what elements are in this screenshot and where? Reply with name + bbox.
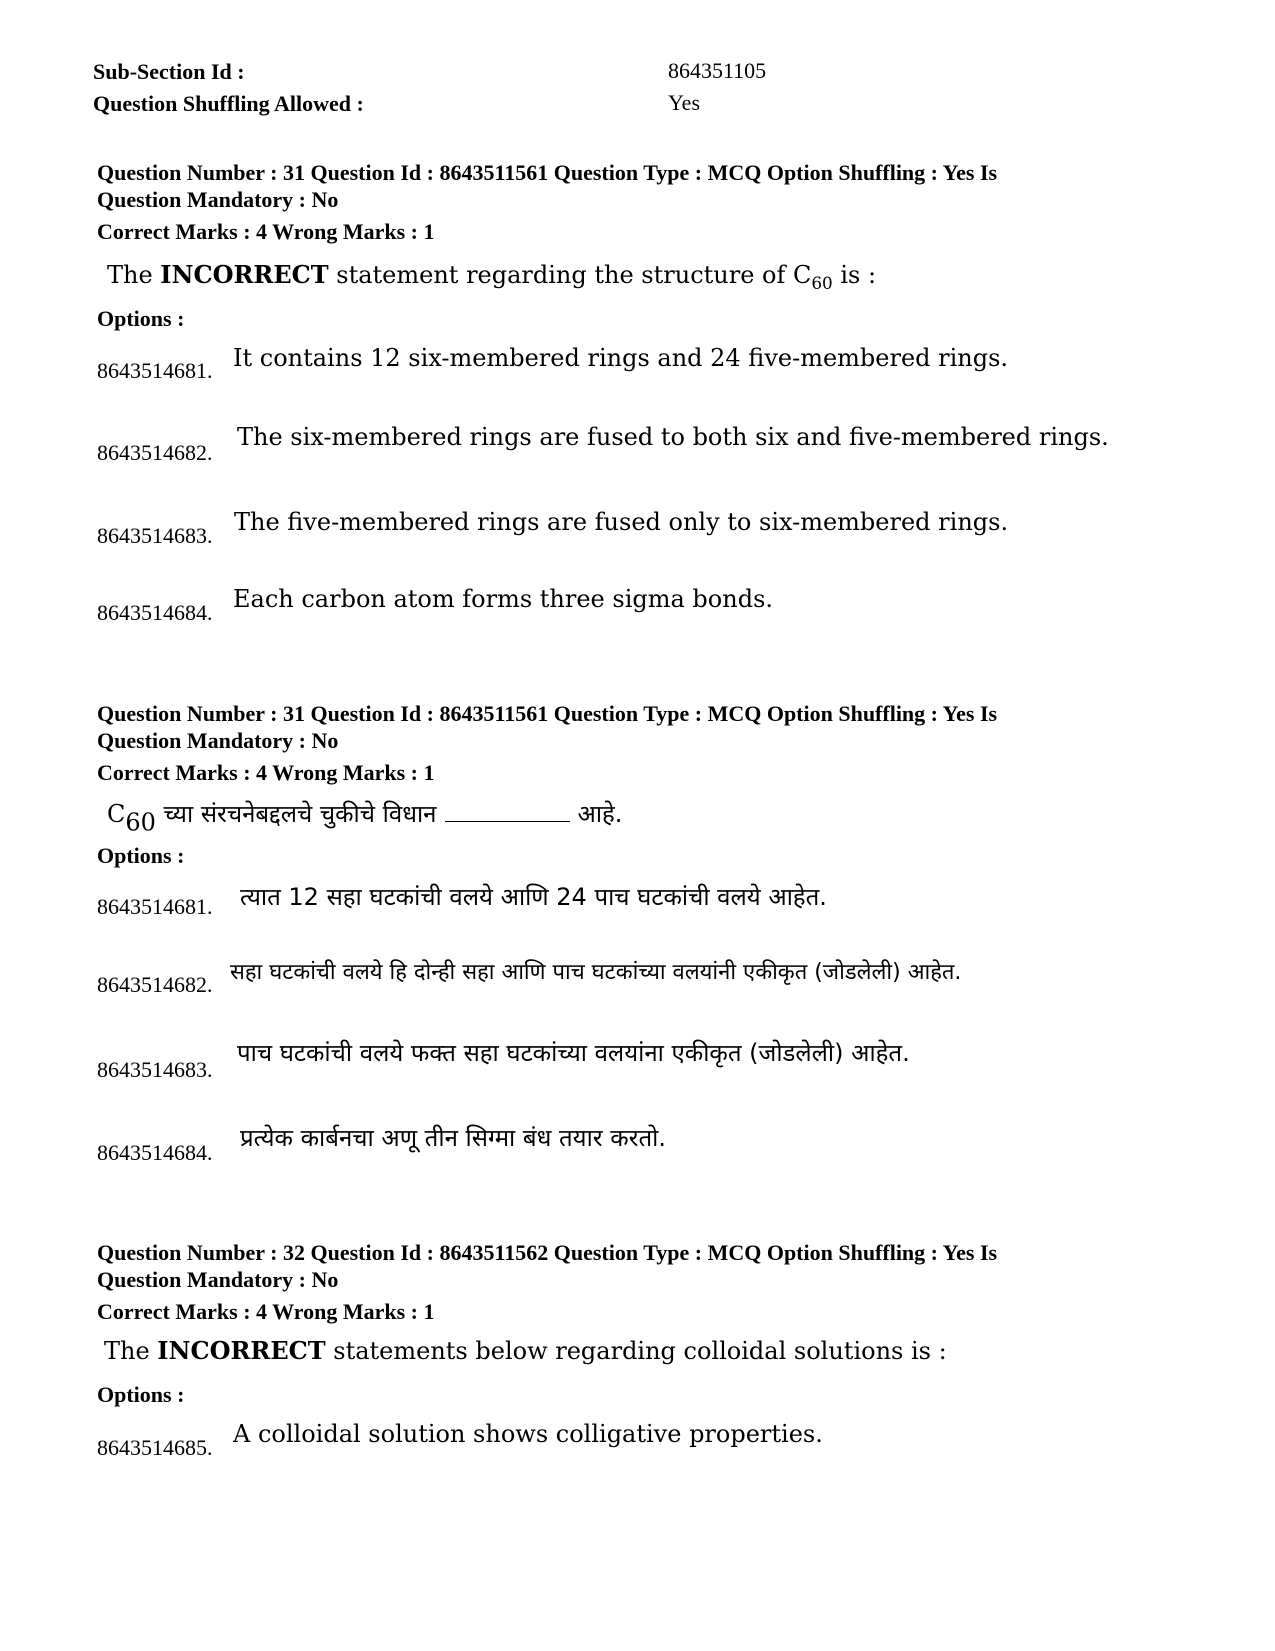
question-text: The INCORRECT statements below regarding colloidal solutions is : — [104, 1336, 947, 1365]
option-id: 8643514683. — [97, 523, 213, 548]
options-label: Options : — [97, 1382, 185, 1407]
sub-section-id-value: 864351105 — [668, 58, 767, 83]
sub-section-id-label: Sub-Section Id : — [93, 59, 245, 84]
question-header-line1: Question Number : 32 Question Id : 8643511562 Question Type : MCQ Option Shuffling : Yes Is — [97, 1240, 998, 1265]
option-text: प्रत्येक कार्बनचा अणू तीन सिग्मा बंध तयार करतो. — [240, 1124, 667, 1152]
options-label: Options : — [97, 843, 185, 868]
question-header-line2: Question Mandatory : No — [97, 728, 339, 753]
option-text: The five-membered rings are fused only to six-membered rings. — [234, 508, 1009, 536]
question-header-line2: Question Mandatory : No — [97, 1267, 339, 1292]
option-id: 8643514681. — [97, 358, 213, 383]
question-text: The INCORRECT statement regarding the structure of $C_{60}$ is : — [107, 260, 877, 293]
option-id: 8643514685. — [97, 1435, 213, 1460]
option-id: 8643514682. — [97, 972, 213, 997]
question-marks: Correct Marks : 4 Wrong Marks : 1 — [97, 760, 435, 785]
question-marks: Correct Marks : 4 Wrong Marks : 1 — [97, 219, 435, 244]
option-text: सहा घटकांची वलये हि दोन्ही सहा आणि पाच घटकांच्या वलयांनी एकीकृत (जोडलेली) आहेत. — [230, 960, 962, 985]
option-text: It contains 12 six-membered rings and 24 five-membered rings. — [233, 344, 1009, 372]
question-header-line1: Question Number : 31 Question Id : 8643511561 Question Type : MCQ Option Shuffling : Yes Is — [97, 160, 998, 185]
option-text: पाच घटकांची वलये फक्त सहा घटकांच्या वलयांना एकीकृत (जोडलेली) आहेत. — [237, 1039, 910, 1067]
question-header-line1: Question Number : 31 Question Id : 8643511561 Question Type : MCQ Option Shuffling : Yes Is — [97, 701, 998, 726]
question-shuffling-label: Question Shuffling Allowed : — [93, 91, 364, 116]
option-text: Each carbon atom forms three sigma bonds. — [233, 585, 774, 613]
question-marks: Correct Marks : 4 Wrong Marks : 1 — [97, 1299, 435, 1324]
option-id: 8643514681. — [97, 894, 213, 919]
answer-blank — [445, 803, 570, 822]
options-label: Options : — [97, 306, 185, 331]
option-id: 8643514684. — [97, 600, 213, 625]
question-text: $C_{60}$ च्या संरचनेबद्दलचे चुकीचे विधान आहे. — [107, 800, 623, 837]
option-id: 8643514684. — [97, 1140, 213, 1165]
question-header-line2: Question Mandatory : No — [97, 187, 339, 212]
option-text: The six-membered rings are fused to both six and five-membered rings. — [237, 423, 1109, 451]
option-id: 8643514682. — [97, 440, 213, 465]
question-shuffling-value: Yes — [668, 90, 701, 115]
option-text: त्यात 12 सहा घटकांची वलये आणि 24 पाच घटकांची वलये आहेत. — [240, 883, 827, 911]
option-id: 8643514683. — [97, 1057, 213, 1082]
option-text: A colloidal solution shows colligative properties. — [233, 1420, 823, 1448]
